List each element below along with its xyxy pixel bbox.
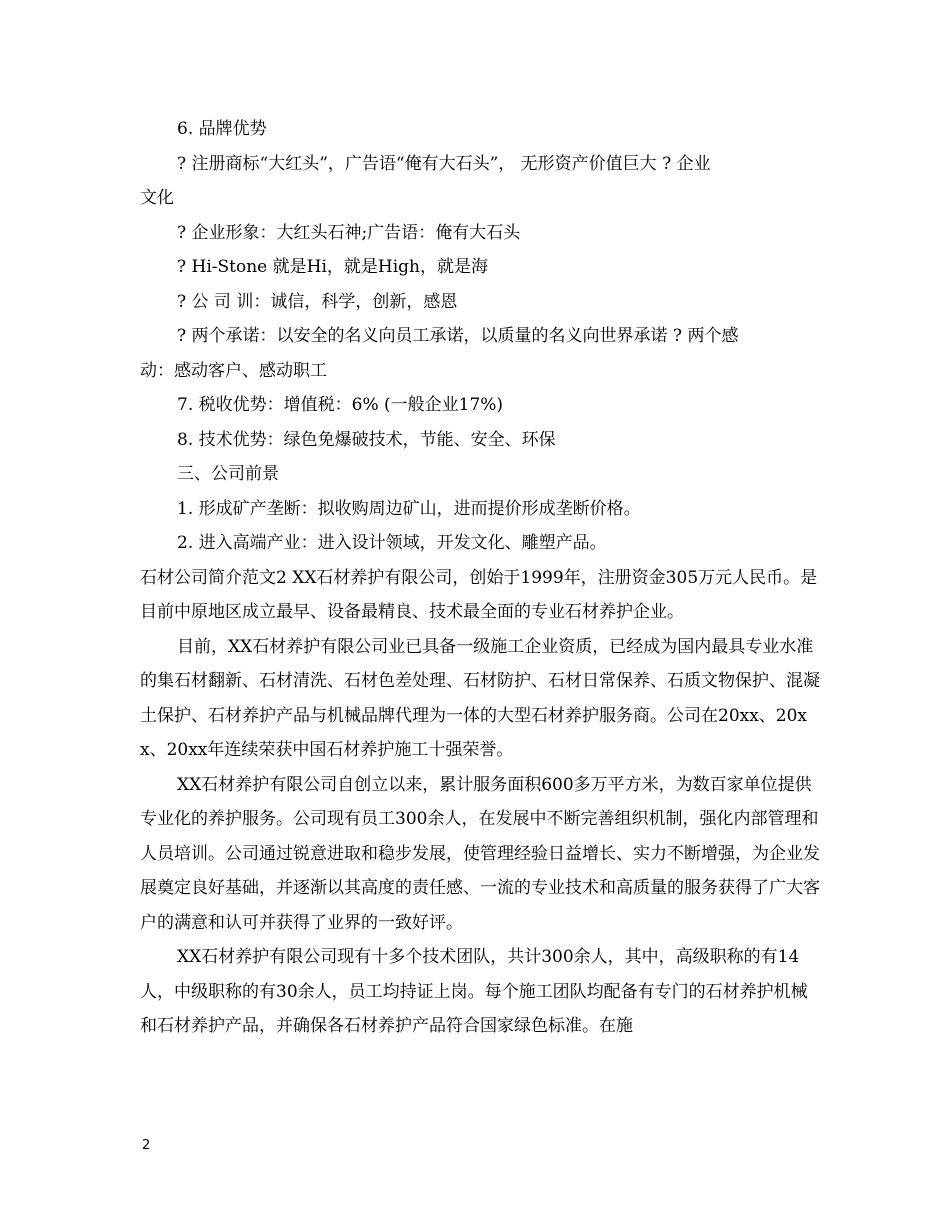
- paragraph: XX石材养护有限公司现有十多个技术团队，共计300余人，其中，高级职称的有14人，中级职称的有30余人，员工均持证上岗。每个施工团队均配备有专门的石材养护机械和石材养护产品，并确保各石材养护产品符合国家绿色标准。在施: [140, 947, 808, 1036]
- text-line: ? 两个承诺：以安全的名义向员工承诺，以质量的名义向世界承诺 ? 两个感: [177, 326, 739, 346]
- section-heading: 三、公司前景: [177, 464, 279, 484]
- text-line: 8. 技术优势：绿色免爆破技术，节能、安全、环保: [177, 429, 556, 450]
- text-line: 文化: [140, 188, 174, 208]
- document-body: [140, 112, 820, 1044]
- paragraph-intro: 石材公司简介范文2 XX石材养护有限公司，创始于1999年，注册资金305万元人民币。是目前中原地区成立最早、设备最精良、技术最全面的专业石材养护企业。: [140, 567, 818, 622]
- page-number: 2: [142, 1138, 151, 1153]
- text-line: 2. 进入高端产业：进入设计领域，开发文化、雕塑产品。: [177, 533, 607, 553]
- text-line: 1. 形成矿产垄断：拟收购周边矿山，进而提价形成垄断价格。: [177, 498, 641, 519]
- text-line: ? 注册商标“大红头”，广告语“俺有大石头”， 无形资产价值巨大 ? 企业: [177, 153, 711, 174]
- text-line: ? 企业形象：大红头石神;广告语：俺有大石头: [177, 222, 521, 243]
- text-line: 7. 税收优势：增值税：6% (一般企业17%): [177, 395, 504, 415]
- text-line: ? 公 司 训：诚信，科学，创新，感恩: [177, 291, 458, 312]
- paragraph: XX石材养护有限公司自创立以来，累计服务面积600多万平方米，为数百家单位提供专业化的养护服务。公司现有员工300余人，在发展中不断完善组织机制，强化内部管理和人员培训。公司通过锐意进取和稳步发展，使管理经验日益增长、实力不断增强，为企业发展奠定良好基础，并逐渐以其高度的责任感、一流的专业技术和高质量的服务获得了广大客户的满意和认可并获得了业界的一致好评。: [140, 774, 820, 933]
- paragraph: 目前，XX石材养护有限公司业已具备一级施工企业资质，已经成为国内最具专业水准的集石材翻新、石材清洗、石材色差处理、石材防护、石材日常保养、石质文物保护、混凝土保护、石材养护产品与机械品牌代理为一体的大型石材养护服务商。公司在20xx、20xx、20xx年连续荣获中国石材养护施工十强荣誉。: [140, 636, 820, 760]
- text-line: 6. 品牌优势: [177, 119, 267, 139]
- text-line: ? Hi-Stone 就是Hi，就是High，就是海: [177, 257, 489, 277]
- text-line: 动：感动客户、感动职工: [140, 360, 327, 381]
